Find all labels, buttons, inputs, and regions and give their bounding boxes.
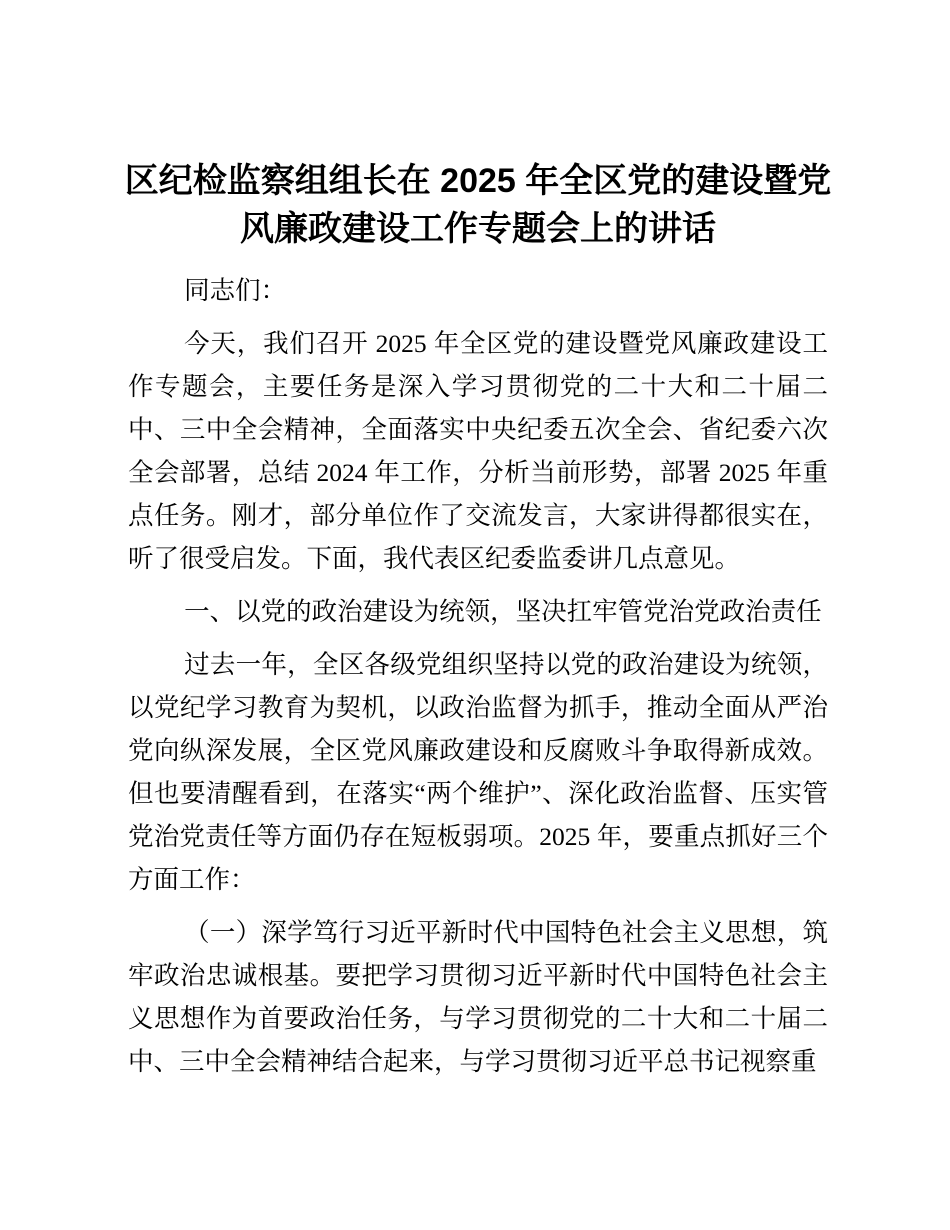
paragraph-review-2024: 过去一年，全区各级党组织坚持以党的政治建设为统领，以党纪学习教育为契机，以政治监督为抓手，推动全面从严治党向纵深发展，全区党风廉政建设和反腐败斗争取得新成效。但也要清醒看到，在落实“两个维护”、深化政治监督、压实管党治党责任等方面仍存在短板弱项。2025 年，要重点抓好三个方面工作： [128,650,828,894]
section-heading-1: 一、以党的政治建设为统领，坚决扛牢管党治党政治责任 [184,597,822,626]
paragraph-subpoint-1: （一）深学笃行习近平新时代中国特色社会主义思想，筑牢政治忠诚根基。要把学习贯彻习近平新时代中国特色社会主义思想作为首要政治任务，与学习贯彻党的二十大和二十届二中、三中全会精神结合起来，与学习贯彻习近平总书记视察重 [128,918,828,1076]
salutation: 同志们： [184,276,287,305]
document-title [116,157,840,253]
document-title-line-1: 区纪检监察组组长在 2025 年全区党的建设暨党 [124,162,832,200]
document-title-line-2: 风廉政建设工作专题会上的讲话 [240,210,716,248]
paragraph-intro: 今天，我们召开 2025 年全区党的建设暨党风廉政建设工作专题会，主要任务是深入学习贯彻党的二十大和二十届二中、三中全会精神，全面落实中央纪委五次全会、省纪委六次全会部署，总结 2024 年工作，分析当前形势，部署 2025 年重点任务。刚才，部分单位作了交流发言，大家讲得都很实在，听了很受启发。下面，我代表区纪委监委讲几点意见。 [128,329,828,573]
